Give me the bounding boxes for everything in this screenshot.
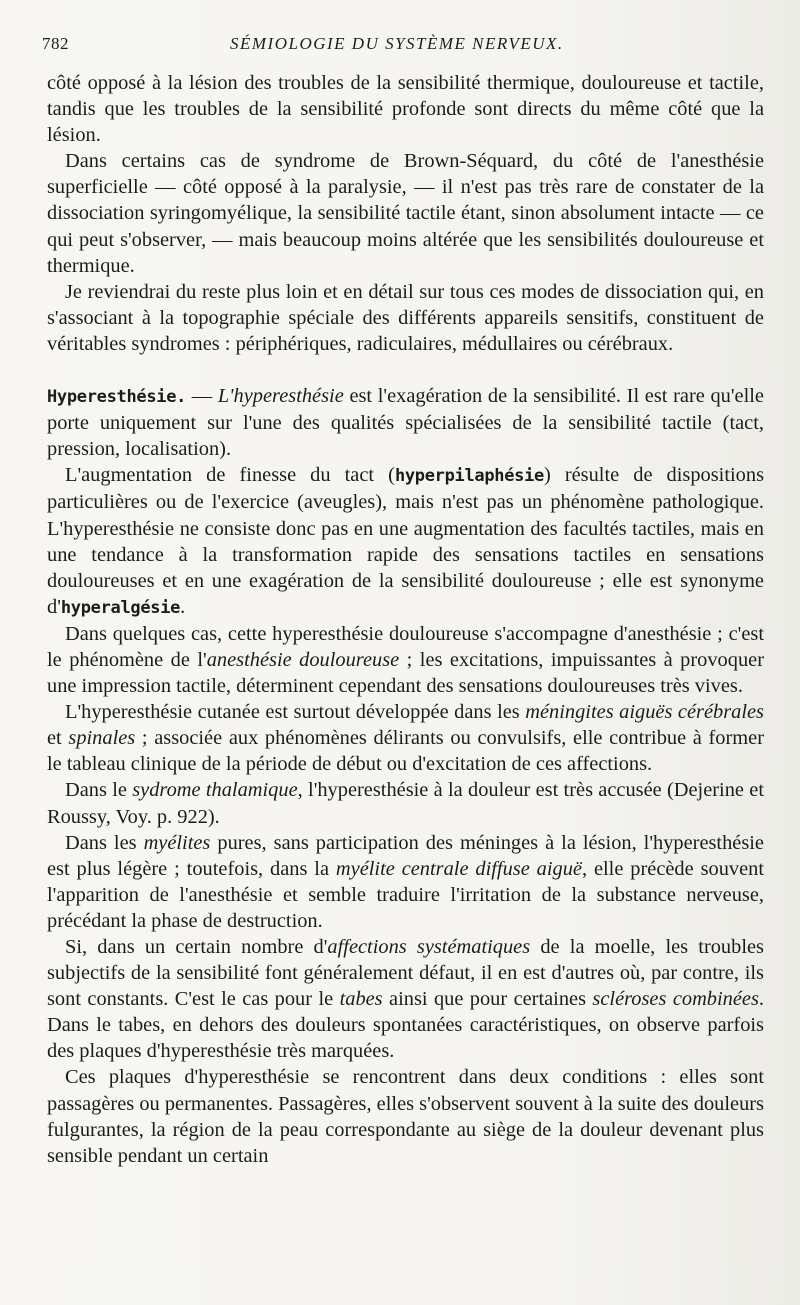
italic-term: tabes: [339, 988, 383, 1011]
bold-term: hyperpilaphésie: [394, 466, 544, 487]
section-paragraph-hyperesthesie: Hyperesthésie. — L'hyperesthésie est l'exagération de la sensibilité. Il est rare qu'elle porte uniquement sur l'une des qualités spécialisées de la sensibilité tactile (tact, pression, localisation).: [47, 385, 764, 461]
italic-term: sydrome thalamique: [132, 779, 298, 802]
paragraph: L'augmentation de finesse du tact (hyperpilaphésie) résulte de dispositions particulières ou de l'exercice (aveugles), mais n'est pas un phénomène pathologique. L'hyperesthésie ne consiste donc pas en une augmentation des facultés tactiles, mais en une tendance à la transformation rapide des sensations tactiles en sensations douloureuses et en une exagération de la sensibilité douloureuse ; elle est synonyme d'hyperalgésie.: [47, 464, 764, 618]
running-title: SÉMIOLOGIE DU SYSTÈME NERVEUX.: [230, 34, 564, 53]
italic-term: L'hyperesthésie: [217, 385, 344, 408]
page-header: [42, 34, 782, 56]
body-text: [47, 70, 764, 1169]
italic-term: anesthésie douloureuse: [206, 648, 400, 671]
paragraph: Dans certains cas de syndrome de Brown-Séquard, du côté de l'anesthésie superficielle — côté opposé à la paralysie, — il n'est pas très rare de constater de la dissociation syringomyélique, la sensibilité tactile étant, sinon absolument intacte — ce qui peut s'observer, — mais beaucoup moins altérée que les sensibilités douloureuse et thermique.: [47, 150, 764, 277]
page-number: 782: [42, 34, 69, 53]
paragraph: Dans les myélites pures, sans participation des méninges à la lésion, l'hyperesthésie est plus légère ; toutefois, dans la myélite centrale diffuse aiguë, elle précède souvent l'apparition de l'anesthésie et semble traduire l'irritation de la substance nerveuse, précédant la phase de destruction.: [47, 831, 764, 932]
paragraph: Si, dans un certain nombre d'affections systématiques de la moelle, les troubles subjectifs de la sensibilité font généralement défaut, il en est d'autres où, par contre, ils sont constants. C'est le cas pour le tabes ainsi que pour certaines scléroses combinées. Dans le tabes, en dehors des douleurs spontanées caractéristiques, on observe parfois des plaques d'hyperesthésie très marquées.: [47, 936, 764, 1063]
paragraph: Je reviendrai du reste plus loin et en détail sur tous ces modes de dissociation qui, en s'associant à la topographie spéciale des différents appareils sensitifs, constituent de véritables syndromes : périphériques, radiculaires, médullaires ou cérébraux.: [47, 280, 764, 355]
paragraph: Dans quelques cas, cette hyperesthésie douloureuse s'accompagne d'anesthésie ; c'est le phénomène de l'anesthésie douloureuse ; les excitations, impuissantes à provoquer une impression tactile, déterminent cependant des sensations douloureuses très vives.: [47, 622, 764, 698]
italic-term: myélite centrale diffuse aiguë: [335, 857, 582, 880]
italic-term: myélites: [143, 831, 211, 854]
paragraph: Dans le sydrome thalamique, l'hyperesthésie à la douleur est très accusée (Dejerine et Roussy, Voy. p. 922).: [47, 779, 764, 828]
section-heading: Hyperesthésie.: [47, 387, 187, 408]
italic-term: affections systématiques: [327, 936, 531, 958]
italic-term: scléroses combinées: [592, 988, 759, 1011]
italic-term: spinales: [68, 727, 136, 750]
paragraph: Ces plaques d'hyperesthésie se rencontrent dans deux conditions : elles sont passagères ou permanentes. Passagères, elles s'observent souvent à la suite des douleurs fulgurantes, la région de la peau correspondante au siège de la douleur devenant plus sensible pendant un certain: [47, 1066, 764, 1167]
bold-term: hyperalgésie: [60, 597, 181, 618]
italic-term: méningites aiguës cérébrales: [525, 701, 764, 724]
paragraph: L'hyperesthésie cutanée est surtout développée dans les méningites aiguës cérébrales et spinales ; associée aux phénomènes délirants ou convulsifs, elle contribue à former le tableau clinique de la période de début ou d'excitation de ces affections.: [47, 701, 764, 776]
paragraph: côté opposé à la lésion des troubles de la sensibilité thermique, douloureuse et tactile, tandis que les troubles de la sensibilité profonde sont directs du même côté que la lésion.: [47, 72, 764, 147]
